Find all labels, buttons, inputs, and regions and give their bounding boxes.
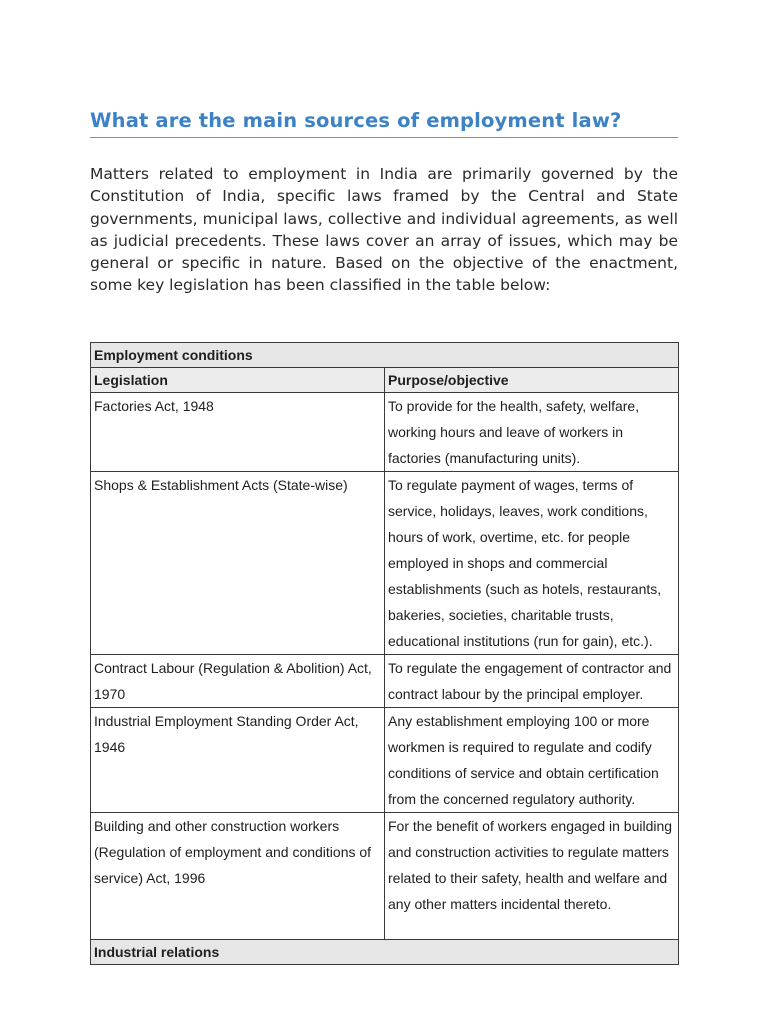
section-title: Employment conditions xyxy=(91,343,679,368)
section-header-row xyxy=(91,343,679,368)
legislation-cell: Building and other construction workers (Regulation of employment and conditions of service) Act, 1996 xyxy=(91,813,385,940)
column-header-legislation: Legislation xyxy=(91,368,385,393)
legislation-cell: Contract Labour (Regulation & Abolition) Act, 1970 xyxy=(91,655,385,708)
legislation-table xyxy=(90,342,679,965)
table-row xyxy=(91,655,679,708)
legislation-cell: Industrial Employment Standing Order Act, 1946 xyxy=(91,708,385,813)
legislation-cell: Shops & Establishment Acts (State-wise) xyxy=(91,472,385,655)
column-header-row xyxy=(91,368,679,393)
purpose-cell: For the benefit of workers engaged in building and construction activities to regulate matters related to their safety, health and welfare and any other matters incidental thereto. xyxy=(385,813,679,940)
next-section-title: Industrial relations xyxy=(91,940,679,965)
table-row xyxy=(91,708,679,813)
table-row xyxy=(91,813,679,940)
purpose-cell: Any establishment employing 100 or more workmen is required to regulate and codify conditions of service and obtain certification from the concerned regulatory authority. xyxy=(385,708,679,813)
page-title: What are the main sources of employment law? xyxy=(90,108,678,138)
purpose-cell: To provide for the health, safety, welfare, working hours and leave of workers in factories (manufacturing units). xyxy=(385,393,679,472)
legislation-cell: Factories Act, 1948 xyxy=(91,393,385,472)
section-header-row xyxy=(91,940,679,965)
column-header-purpose: Purpose/objective xyxy=(385,368,679,393)
table-row xyxy=(91,472,679,655)
intro-paragraph: Matters related to employment in India are primarily governed by the Constitution of India, specific laws framed by the Central and State governments, municipal laws, collective and individual agreements, as well as judicial precedents. These laws cover an array of issues, which may be general or specific in nature. Based on the objective of the enactment, some key legislation has been classified in the table below: xyxy=(90,165,678,295)
table-row xyxy=(91,393,679,472)
purpose-cell: To regulate the engagement of contractor and contract labour by the principal employer. xyxy=(385,655,679,708)
document-page xyxy=(90,108,678,960)
purpose-cell: To regulate payment of wages, terms of service, holidays, leaves, work conditions, hours of work, overtime, etc. for people employed in shops and commercial establishments (such as hotels, restaurants, bakeries, societies, charitable trusts, educational institutions (run for gain), etc.). xyxy=(385,472,679,655)
